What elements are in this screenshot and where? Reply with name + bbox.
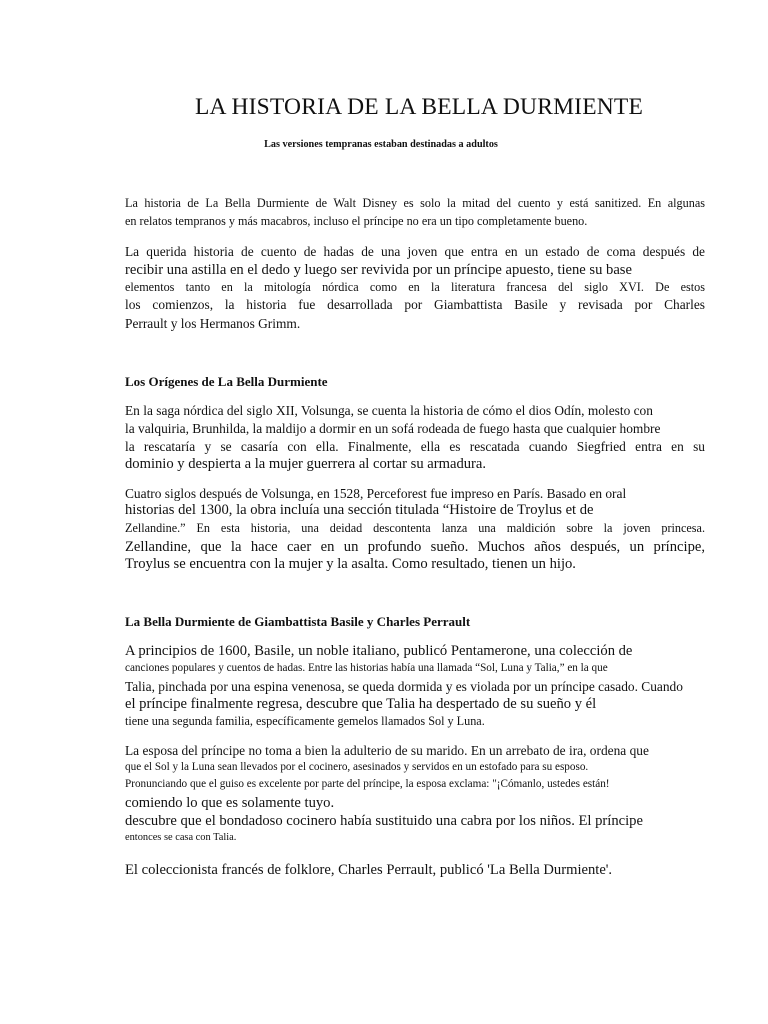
p4-line-4: Zellandine, que la hace caer en un profundo sueño. Muchos años después, un príncipe,	[125, 539, 705, 555]
p2-line-5: Perrault y los Hermanos Grimm.	[125, 316, 301, 331]
p2-line-1: La querida historia de cuento de hadas de una joven que entra en un estado de coma después de	[125, 244, 705, 259]
section-heading-basile-perrault: La Bella Durmiente de Giambattista Basile y Charles Perrault	[125, 614, 471, 629]
p5-line-3: Talia, pinchada por una espina venenosa, se queda dormida y es violada por un príncipe casado. Cuando	[125, 679, 683, 694]
p4-line-3: Zellandine.” En esta historia, una deidad descontenta lanza una maldición sobre la joven princesa.	[125, 521, 705, 535]
p2-line-3: elementos tanto en la mitología nórdica como en la literatura francesa del siglo XVI. De estos	[125, 280, 705, 294]
page-title: LA HISTORIA DE LA BELLA DURMIENTE	[194, 94, 644, 120]
p3-line-2: la valquiria, Brunhilda, la maldijo a dormir en un sofá rodeada de fuego hasta que cualquier hombre	[125, 421, 661, 436]
section-heading-origins: Los Orígenes de La Bella Durmiente	[125, 374, 328, 389]
intro-line-2: en relatos tempranos y más macabros, incluso el príncipe no era un tipo completamente bueno.	[125, 214, 588, 228]
page-subtitle: Las versiones tempranas estaban destinadas a adultos	[264, 139, 498, 150]
p6-line-2: que el Sol y la Luna sean llevados por el cocinero, asesinados y servidos en un estofado para su esposo.	[125, 761, 589, 773]
p5-line-2: canciones populares y cuentos de hadas. Entre las historias había una llamada “Sol, Luna y Talia,” en la que	[125, 662, 608, 674]
p4-line-2: historias del 1300, la obra incluía una sección titulada “Histoire de Troylus et de	[125, 502, 594, 518]
p5-line-4: el príncipe finalmente regresa, descubre que Talia ha despertado de su sueño y él	[125, 696, 597, 712]
p5-line-1: A principios de 1600, Basile, un noble italiano, publicó Pentamerone, una colección de	[125, 643, 633, 659]
p3-line-3: la rescataría y se casaría con ella. Finalmente, ella es rescatada cuando Siegfried entra en su	[125, 439, 705, 454]
p7-line-1: El coleccionista francés de folklore, Charles Perrault, publicó 'La Bella Durmiente'.	[125, 862, 613, 878]
p6-line-6: entonces se casa con Talia.	[125, 832, 237, 843]
p5-line-5: tiene una segunda familia, específicamente gemelos llamados Sol y Luna.	[125, 714, 485, 728]
p2-line-2: recibir una astilla en el dedo y luego ser revivida por un príncipe apuesto, tiene su base	[125, 262, 632, 278]
p6-line-5: descubre que el bondadoso cocinero había sustituido una cabra por los niños. El príncipe	[125, 813, 643, 829]
p3-line-4: dominio y despierta a la mujer guerrera al cortar su armadura.	[125, 456, 487, 472]
intro-line-1: La historia de La Bella Durmiente de Walt Disney es solo la mitad del cuento y está sanitized. En algunas	[125, 196, 705, 210]
p6-line-3: Pronunciando que el guiso es excelente por parte del príncipe, la esposa exclama: "¡Cómanlo, ustedes están!	[125, 778, 610, 790]
p4-line-1: Cuatro siglos después de Volsunga, en 1528, Perceforest fue impreso en París. Basado en oral	[125, 486, 627, 501]
p3-line-1: En la saga nórdica del siglo XII, Volsunga, se cuenta la historia de cómo el dios Odín, molesto con	[125, 403, 653, 418]
p6-line-1: La esposa del príncipe no toma a bien la adulterio de su marido. En un arrebato de ira, ordena que	[125, 743, 649, 758]
p6-line-4: comiendo lo que es solamente tuyo.	[125, 795, 335, 811]
p4-line-5: Troylus se encuentra con la mujer y la asalta. Como resultado, tienen un hijo.	[125, 556, 576, 572]
p2-line-4: los comienzos, la historia fue desarrollada por Giambattista Basile y revisada por Charles	[125, 297, 705, 312]
